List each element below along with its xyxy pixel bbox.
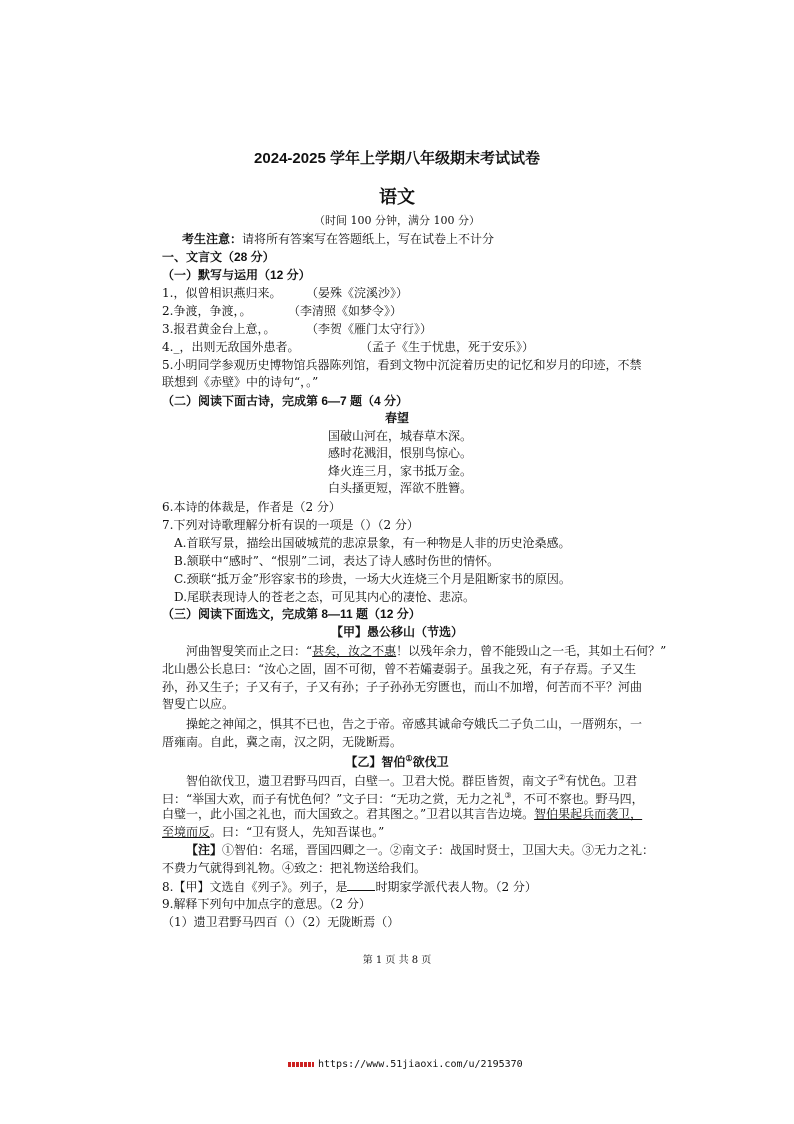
- passage-yi-line: [162, 789, 644, 806]
- subject-title: 语文: [379, 187, 415, 207]
- part3-title: （三）阅读下面选文，完成第 8—11 题（12 分）: [162, 607, 421, 621]
- option-d: D.尾联表现诗人的苍老之态，可见其内心的凄怆、悲凉。: [174, 590, 476, 604]
- question-6: 6.本诗的体裁是，作者是（2 分）: [162, 500, 341, 514]
- question-5-line-1: 5.小明同学参观历史博物馆兵器陈列馆，看到文物中沉淀着历史的记忆和岁月的印迹，不禁: [162, 358, 642, 372]
- watermark: [288, 1058, 523, 1072]
- part2-title: （二）阅读下面古诗，完成第 6—7 题（4 分）: [162, 394, 409, 408]
- page-number: 第 1 页 共 8 页: [362, 955, 432, 966]
- question-9-items: （1）遗卫君野马四百（）（2）无陇断焉（）: [162, 915, 400, 929]
- passage-text: 白璧一，此小国之礼也，而大国致之。君其图之。”卫君以其言告边境。: [162, 807, 535, 821]
- passage-yi-title: [0, 752, 794, 769]
- notice-label: 考生注意：: [182, 232, 243, 246]
- poem-line: 感时花溅泪，恨别鸟惊心。: [328, 446, 473, 460]
- title-part: 【乙】智伯: [345, 755, 406, 769]
- passage-jia-title: 【甲】愚公移山（节选）: [330, 625, 463, 639]
- poem-title: 春望: [384, 411, 409, 425]
- option-a: A.首联写景，描绘出国破城荒的悲凉景象，有一种物是人非的历史沧桑感。: [174, 536, 571, 550]
- time-info: （时间 100 分钟，满分 100 分）: [314, 214, 480, 227]
- passage-yi-line: [162, 807, 642, 821]
- question-1-source: （晏殊《浣溪沙》）: [306, 286, 409, 300]
- section-title: 一、文言文（28 分）: [162, 250, 275, 264]
- question-3-source: （李贺《雁门太守行》）: [306, 322, 433, 336]
- passage-jia-line: 智叟亡以应。: [162, 697, 235, 711]
- passage-text: ！以残年余力，曾不能毁山之一毛，其如土石何？”: [396, 644, 667, 658]
- question-4: 4._，出则无敌国外患者。: [162, 340, 300, 354]
- poem-line: 国破山河在，城春草木深。: [328, 429, 473, 443]
- passage-yi-line: [162, 825, 384, 839]
- question-7: 7.下列对诗歌理解分析有误的一项是（）（2 分）: [162, 518, 419, 532]
- annotation-line: [186, 843, 654, 857]
- option-c: C.颈联“抵万金”形容家书的珍贵，一场大火连烧三个月是阻断家书的原因。: [174, 572, 571, 586]
- passage-text: 曰：“举国大欢，而子有忧色何？”文子曰：“无功之赏，无力之礼: [162, 792, 505, 806]
- passage-text: 智伯欲伐卫，遗卫君野马四百，白壁一。卫君大悦。群臣皆贺，南文子: [186, 774, 559, 788]
- passage-jia-line: 操蛇之神闻之，惧其不已也，告之于帝。帝感其诚命夸娥氏二子负二山，一厝朔东，一: [186, 717, 643, 731]
- watermark-url: https://www.51jiaoxi.com/u/2195370: [318, 1059, 523, 1070]
- watermark-logo-icon: [288, 1062, 314, 1067]
- passage-jia-line: 厝雍南。自此，冀之南，汉之阴，无陇断焉。: [162, 735, 403, 749]
- question-3: 3.报君黄金台上意，。: [162, 322, 276, 336]
- candidate-notice: [182, 232, 494, 246]
- annotation-label: 【注】: [186, 843, 223, 857]
- question-5-line-2: 联想到《赤壁》中的诗句“，。”: [162, 375, 319, 389]
- title-part: 欲伐卫: [412, 755, 449, 769]
- passage-text: 有忧色。卫君: [565, 774, 638, 788]
- question-1: 1.，似曾相识燕归来。: [162, 286, 282, 300]
- option-b: B.颔联中“感时”、“恨别”二词，表达了诗人感时伤世的情怀。: [174, 554, 500, 568]
- question-9: 9.解释下列句中加点字的意思。（2 分）: [162, 897, 371, 911]
- underlined-text: 智伯果起兵而袭卫，: [534, 807, 643, 821]
- exam-title: 2024-2025 学年上学期八年级期末考试试卷: [254, 150, 540, 167]
- passage-text: 。曰：“卫有贤人，先知吾谋也。”: [210, 825, 385, 839]
- notice-text: 请将所有答案写在答题纸上，写在试卷上不计分: [242, 232, 495, 246]
- passage-jia-line: 北山愚公长息曰：“汝心之固，固不可彻，曾不若孀妻弱子。虽我之死，有子存焉。子又生: [162, 662, 637, 676]
- footnote-mark: ①: [405, 754, 413, 763]
- annotation-line: 不费力气就得到礼物。④致之：把礼物送给我们。: [162, 861, 427, 875]
- answer-blank[interactable]: [347, 879, 375, 891]
- underlined-text: 甚矣，汝之不惠: [312, 644, 397, 658]
- question-2-source: （李清照《如梦令》）: [288, 304, 403, 318]
- underlined-text: 至境而反: [162, 825, 211, 839]
- passage-jia-line: 孙，孙又生子；子又有子，子又有孙；子子孙孙无穷匮也，而山不加增，何苦而不平？河曲: [162, 680, 643, 694]
- question-text: 8.【甲】文选自《列子》。列子，是: [162, 880, 348, 894]
- annotation-text: ①智伯：名瑶，晋国四卿之一。②南文子：战国时贤士，卫国大夫。③无力之礼：: [222, 843, 655, 857]
- passage-yi-line: [186, 771, 637, 788]
- question-2: 2.争渡，争渡，。: [162, 304, 252, 318]
- part1-title: （一）默写与运用（12 分）: [162, 268, 311, 282]
- passage-text: 河曲智叟笑而止之曰：“: [186, 644, 313, 658]
- question-8: [162, 879, 537, 894]
- passage-jia-line: [186, 644, 666, 658]
- footnote-mark: ③: [504, 791, 512, 800]
- footnote-mark: ②: [558, 773, 566, 782]
- question-text: 时期家学派代表人物。（2 分）: [375, 880, 537, 894]
- poem-line: 烽火连三月，家书抵万金。: [328, 464, 473, 478]
- poem-line: 白头搔更短，浑欲不胜簪。: [328, 481, 473, 495]
- question-4-source: （孟子《生于忧患，死于安乐》）: [360, 340, 535, 354]
- passage-text: ，不可不察也。野马四，: [511, 792, 644, 806]
